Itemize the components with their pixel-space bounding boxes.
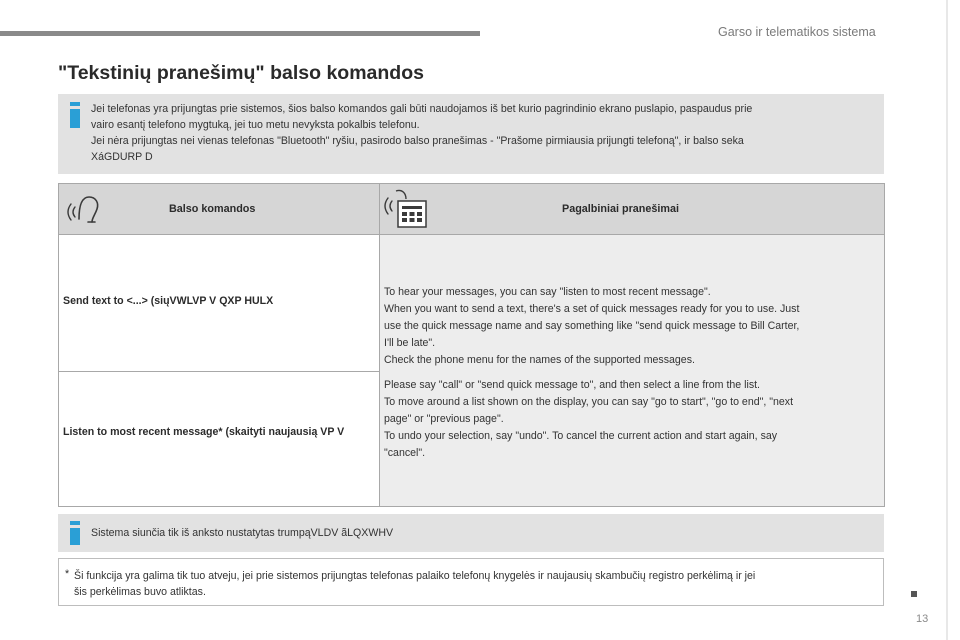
info-box-bottom [58,514,884,552]
help-line: To hear your messages, you can say "listen to most recent message". [384,286,711,298]
info-line: Jei nėra prijungtas nei vienas telefonas "Bluetooth" ryšiu, pasirodo balso pranešimas - "Prašome pirmiausia prijungti telefoną", ir balso seka [91,135,744,147]
help-line: Please say "call" or "send quick message to", and then select a line from the list. [384,379,761,391]
info-line: vairo esantį telefono mygtuką, jei tuo metu nevyksta pokalbis telefonu. [91,119,420,131]
help-line: use the quick message name and say something like "send quick message to Bill Carter, [384,320,800,332]
voice-command-listen: Listen to most recent message* (skaityti naujausią VP V [63,426,345,438]
help-line: To move around a list shown on the display, you can say "go to start", "go to end", "next [384,396,794,408]
help-line: page" or "previous page". [384,413,504,425]
info-text [91,101,870,165]
help-line: I'll be late". [384,337,436,349]
page-edge-divider [946,0,948,640]
page-title: "Tekstinių pranešimų" balso komandos [58,62,424,84]
page-corner-mark [911,591,917,597]
info-icon [70,521,80,545]
voice-command-send-text: Send text to <...> (siųVWLVP V QXP HULX [63,295,274,307]
footnote [58,558,884,606]
section-title: Garso ir telematikos sistema [718,25,876,39]
footnote-line: Ši funkcija yra galima tik tuo atveju, jei prie sistemos prijungtas telefonas palaiko telefonų knygelės ir naujausių skambučių registro perkėlimą ir jei [74,570,756,582]
table-header-label: Pagalbiniai pranešimai [562,203,680,215]
footnote-marker: * [65,568,70,580]
help-message-2 [384,377,872,462]
table-header-messages [380,184,884,234]
footnote-text [74,568,873,600]
commands-column [59,235,380,506]
table-header-commands [59,184,380,234]
help-line: "cancel". [384,447,426,459]
page-number: 13 [916,613,929,625]
table-row [59,235,379,372]
table-header-label: Balso komandos [169,203,256,215]
header-rule [0,31,480,36]
voice-command-table [58,183,885,507]
voice-command-icon [65,189,105,229]
info-text: Sistema siunčia tik iš anksto nustatytas trumpąVLDV ãLQXWHV [91,527,394,539]
help-line: To undo your selection, say "undo". To cancel the current action and start again, say [384,430,778,442]
footnote-line: šis perkėlimas buvo atliktas. [74,586,206,598]
help-messages-column [380,235,884,506]
help-line: Check the phone menu for the names of the supported messages. [384,354,695,366]
help-message-1 [384,284,872,369]
info-line: Jei telefonas yra prijungtas prie sistemos, šios balso komandos gali būti naudojamos iš bet kurio pagrindinio ekrano puslapio, paspaudus prie [91,103,753,115]
table-row [59,372,379,506]
info-icon [70,102,80,128]
help-line: When you want to send a text, there's a set of quick messages ready for you to use. Just [384,303,800,315]
screen-message-icon [384,187,430,231]
table-header-row [59,184,884,235]
info-line: XáGDURP D [91,151,153,163]
info-box-top [58,94,884,174]
